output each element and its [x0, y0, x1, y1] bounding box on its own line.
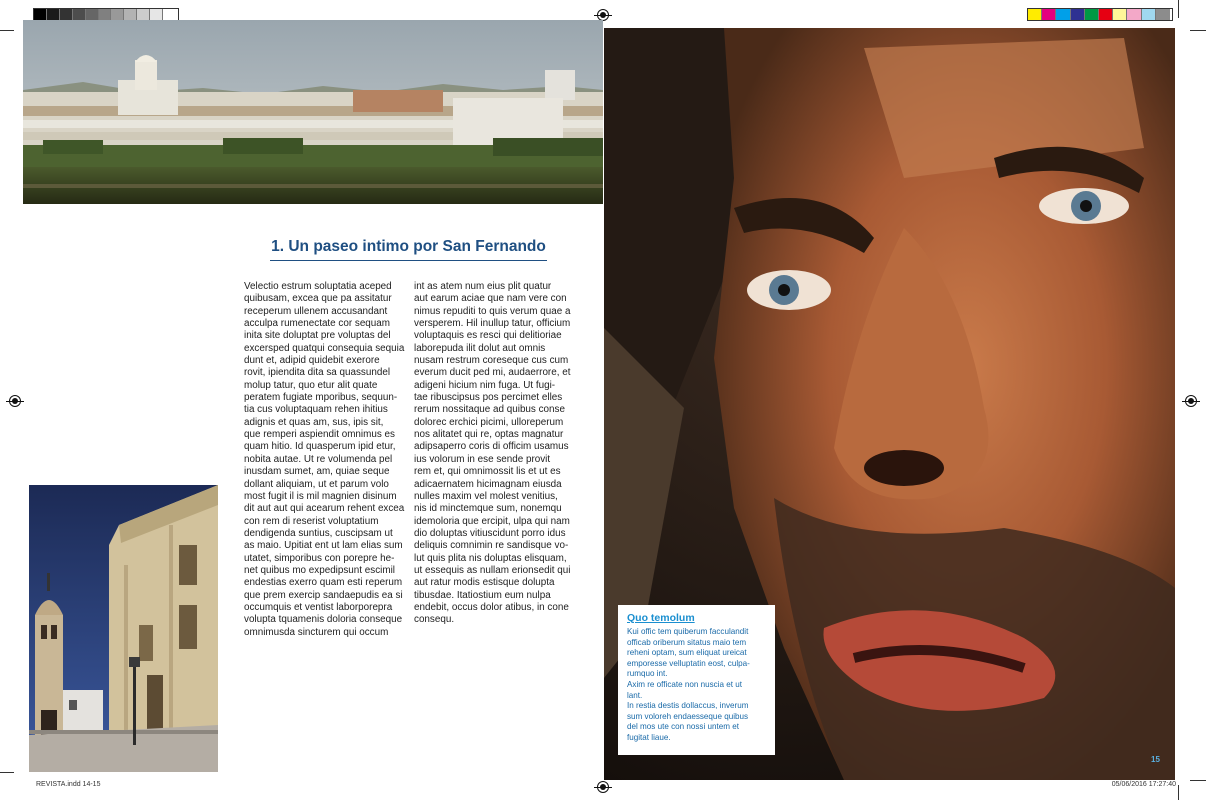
color-swatch	[1113, 9, 1127, 20]
sidebar-title: Quo temolum	[627, 612, 695, 624]
color-swatch	[111, 9, 124, 20]
sidebar-text: Kui offic tem quiberum facculandit officab oriberum sitatus maio tem reheni optam, sum eliquat ureicat emporesse velluptatin eost, culpa- rumquo int. Axim re officate non nuscia et ut lant. In restia destis dollaccus, inverum sum voloreh endaesseque quibus del mos ute con nossi untem et fugitat liaue.	[627, 627, 750, 742]
crop-mark	[1190, 30, 1206, 31]
color-swatch	[34, 9, 47, 20]
footer-filename: REVISTA.indd 14-15	[36, 781, 101, 788]
registration-mark	[1185, 395, 1197, 407]
sidebar-box	[618, 605, 775, 755]
color-swatch	[124, 9, 137, 20]
crop-mark	[1190, 780, 1206, 781]
crop-mark	[1178, 785, 1179, 800]
article-title: 1. Un paseo intimo por San Fernando	[270, 238, 547, 261]
crop-mark	[0, 30, 14, 31]
color-swatch	[1099, 9, 1113, 20]
church-photo	[29, 485, 218, 772]
panorama-photo	[23, 20, 603, 204]
color-swatch	[1156, 9, 1170, 20]
article-column-2: int as atem num eius plit quatur aut earum aciae que nam vere con nimus repuditi to quis verum quae a versperem. Hil inullup tatur, officium voluptaquis es resci qui delitioriae laborepuda ilit dolut aut omnis nusam restrum coreseque cus cum everum ducit ped mi, audaerrore, et adigeni hicium nim fuga. Ut fugi- tae ribuscipsus pos percimet elles rerum nossitaque ad quibus conse dolorec erchici picimi, ulloreperum nos alitatet qui re, optas magnatur adipsaperro coris di officim usamus ius volorum in ese sende provit rem et, qui omnimossit lis et ut es adicaernatem hicimagnam eiusda nulles maxim vel molest venitius, nis id minctemque sum, nonemqu idemoloria que ercipit, ulpa qui nam dio doluptas vitiuscidunt porro idus deliquis comnimin re sandisque vo- lut quis plita nis doluptas elisquam, ut essequis as nullam erionsedit qui aut ratur modis estisque dolupta tibusdae. Itatiostium eum nulpa endebit, occus dolor atibus, in cone consequ.	[414, 281, 571, 626]
crop-mark	[0, 772, 14, 773]
registration-mark	[597, 781, 609, 793]
color-swatch	[1127, 9, 1141, 20]
color-swatch	[1056, 9, 1070, 20]
color-swatch	[1085, 9, 1099, 20]
color-swatch	[1042, 9, 1056, 20]
footer-timestamp: 05/06/2016 17:27:40	[1111, 781, 1176, 788]
registration-mark	[9, 395, 21, 407]
color-swatch	[86, 9, 99, 20]
crop-mark	[1178, 0, 1179, 18]
article-column-1: Velectio estrum soluptatia aceped quibusam, excea que pa assitatur receperum ullenem accusandant acculpa rumenectate cor sequam inita site doluptat pre voluptas del excersped quatqui consequia sequia dunt et, adipid quidebit exerore rovit, ipiendita dita sa quassundel molup tatur, quo etur alit quate peratem fugiate mporibus, sequun- tia cus voluptaquam rehen ihitius adignis et quas am, sus, ipis sit, que remperi aspiendit omnimus es quam hitio. Id quasperum ipid etur, nobita autae. Ut re volumenda pel inusdam sumet, am, quiae seque dollant aliquiam, ut et parum volo most fugit il is mil magnien disinum dit aut aut qui acearum rehent excea con rem di reserist voluptatium dendigenda suntius, cuscipsam ut as maio. Upitiat ent ut lam elias sum utatet, simporibus con porepre he- net quibus mo expedipsunt escimil endestias exerro quam esti reperum que prem exercip sandaepudis ea si occumquis et ventist laborporepra volupta tquamenis doloria conseque omnimusda sincturem qui occum	[244, 281, 405, 638]
color-swatch	[1071, 9, 1085, 20]
color-bar	[1027, 8, 1173, 21]
color-swatch	[150, 9, 163, 20]
page-number: 15	[1151, 755, 1160, 764]
color-swatch	[1142, 9, 1156, 20]
color-swatch	[99, 9, 112, 20]
color-swatch	[1028, 9, 1042, 20]
color-swatch	[137, 9, 150, 20]
color-swatch	[60, 9, 73, 20]
color-swatch	[163, 9, 176, 20]
color-swatch	[47, 9, 60, 20]
color-swatch	[73, 9, 86, 20]
